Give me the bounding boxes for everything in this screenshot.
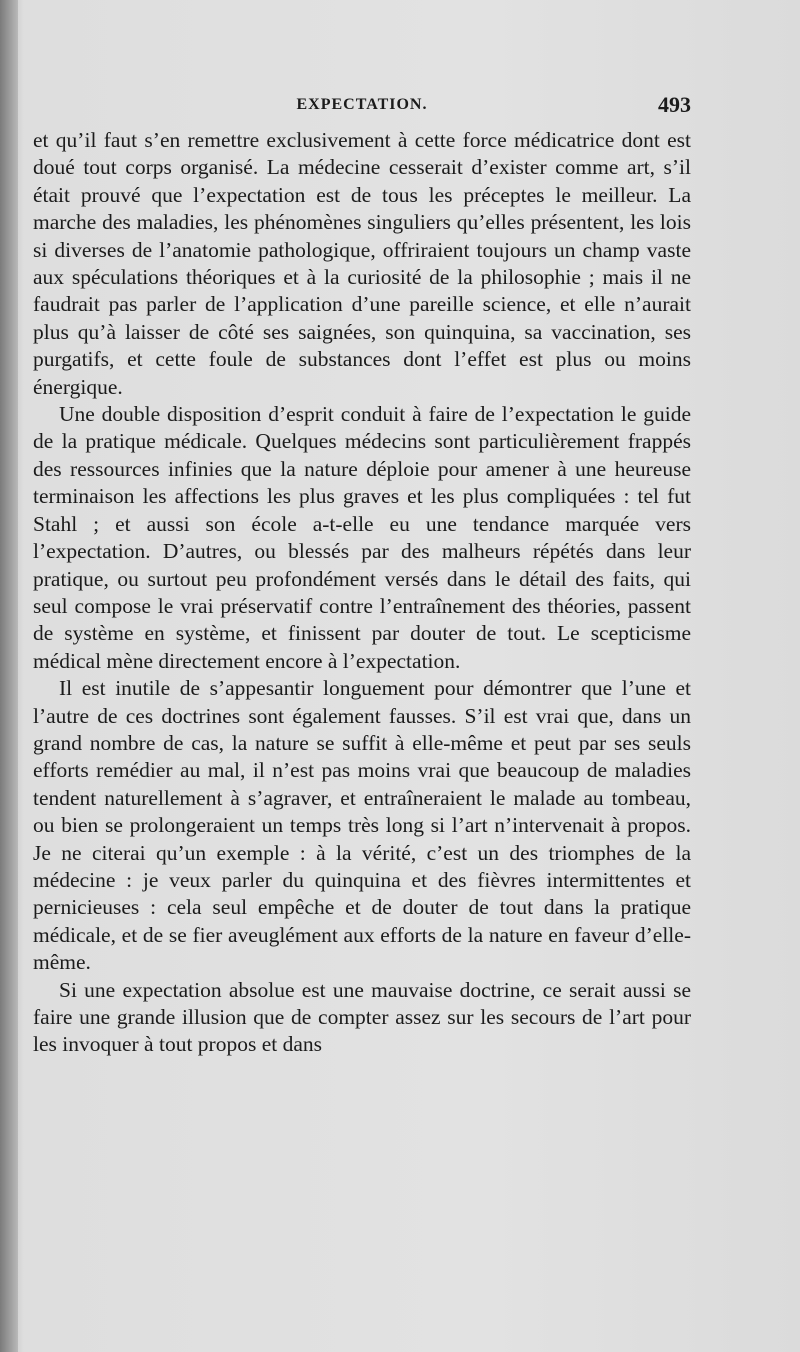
paragraph-3: Il est inutile de s’appesantir longuement pour démontrer que l’une et l’autre de ces doctrines sont également fausses. S’il est vrai que, dans un grand nombre de cas, la nature se suffit à elle-même et peut par ses seuls efforts remédier au mal, il n’est pas moins vrai que beaucoup de maladies tendent naturellement à s’agraver, et entraîneraient le malade au tombeau, ou bien se prolongeraient un temps très long si l’art n’intervenait à propos. Je ne citerai qu’un exemple : à la vérité, c’est un des triomphes de la médecine : je veux parler du quinquina et des fièvres intermittentes et pernicieuses : cela seul empêche et de douter de tout dans la pratique médicale, et de se fier aveuglément aux efforts de la nature en faveur d’elle-même.: [33, 676, 691, 975]
running-title: EXPECTATION.: [296, 96, 428, 113]
page-number: 493: [658, 92, 691, 117]
book-spine-shadow: [0, 0, 18, 1352]
paragraph-2: Une double disposition d’esprit conduit à faire de l’expectation le guide de la pratique médicale. Quelques médecins sont particulièrement frappés des ressources infinies que la nature déploie pour amener à une heureuse terminaison les affections les plus graves et les plus compliquées : tel fut Stahl ; et aussi son école a-t-elle eu une tendance marquée vers l’expectation. D’autres, ou blessés par des malheurs répétés dans leur pratique, ou surtout peu profondément versés dans le détail des faits, qui seul compose le vrai préservatif contre l’entraînement des théories, passent de système en système, et finissent par douter de tout. Le scepticisme médical mène directement encore à l’expectation.: [33, 402, 691, 673]
page-header: [33, 92, 691, 122]
body-text: [33, 127, 691, 1059]
paragraph-4: Si une expectation absolue est une mauvaise doctrine, ce serait aussi se faire une grande illusion que de compter assez sur les secours de l’art pour les invoquer à tout propos et dans: [33, 977, 691, 1057]
paragraph-1: et qu’il faut s’en remettre exclusivement à cette force médicatrice dont est doué tout corps organisé. La médecine cesserait d’exister comme art, s’il était prouvé que l’expectation est de tous les préceptes le meilleur. La marche des maladies, les phénomènes singuliers qu’elles présentent, les lois si diverses de l’anatomie pathologique, offriraient toujours un champ vaste aux spéculations théoriques et à la curiosité de la philosophie ; mais il ne faudrait pas parler de l’application d’une pareille science, et elle n’aurait plus qu’à laisser de côté ses saignées, son quinquina, sa vaccination, ses purgatifs, et cette foule de substances dont l’effet est plus ou moins énergique.: [33, 128, 691, 399]
